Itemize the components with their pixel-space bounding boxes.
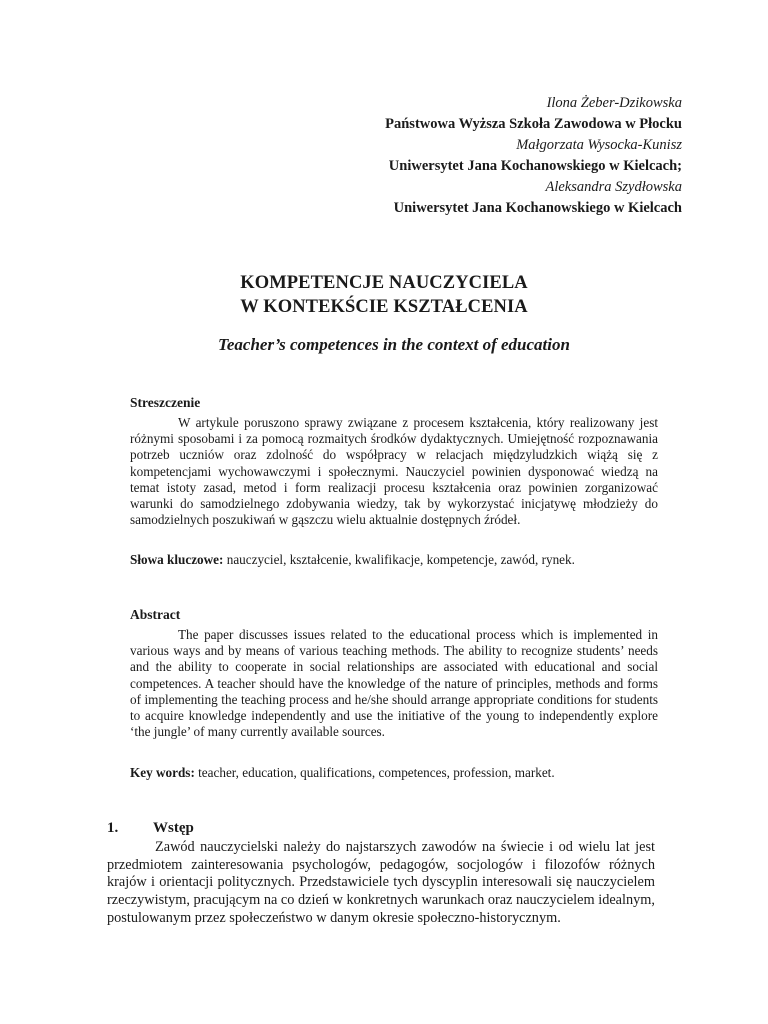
streszczenie-text: W artykule poruszono sprawy związane z procesem kształcenia, który realizowany jest różnymi sposobami i za pomocą rozmaitych środków dydaktycznych. Umiejętność rozpoznawania potrzeb uczniów oraz zdolność do współpracy w relacjach międzyludzkich wiążą się z kompetencjami wychowawczymi i społecznymi. Nauczyciel powinien dysponować wiedzą na temat istoty zasad, metod i form realizacji procesu kształcenia oraz powinien zorganizować warunki do samodzielnego zdobywania wiedzy, tak by wykorzystać inicjatywę młodzieży do samodzielnych poszukiwań w gąszczu wielu aktualnie dostępnych źródeł. [130,415,658,528]
section-title: Wstęp [153,820,194,836]
streszczenie-section [130,394,658,528]
key-words [130,765,670,781]
slowa-kluczowe-label: Słowa kluczowe: [130,552,224,567]
author-name: Ilona Żeber-Dzikowska [546,95,682,111]
paper-title [0,271,768,319]
paper-subtitle: Teacher’s competences in the context of education [218,335,570,354]
section-heading [107,818,194,838]
streszczenie-heading: Streszczenie [130,395,201,410]
author-name: Aleksandra Szydłowska [545,179,682,195]
title-line: W KONTEKŚCIE KSZTAŁCENIA [240,297,528,317]
abstract-text: The paper discusses issues related to the educational process which is implemented in various ways and by means of various teaching methods. The ability to recognize students’ needs and the ability to cooperate in social relationships are associated with educational and social competences. A teacher should have the knowledge of the nature of principles, methods and forms of implementing the teaching process and he/she should arrange appropriate conditions for students to acquire knowledge independently and use the initiative of the young to independently explore ‘the jungle’ of many currently available sources. [130,627,658,740]
key-words-text: teacher, education, qualifications, competences, profession, market. [194,765,555,780]
author-name: Małgorzata Wysocka-Kunisz [516,137,682,153]
author-block [385,93,682,219]
title-line: KOMPETENCJE NAUCZYCIELA [240,273,528,293]
section-paragraph: Zawód nauczycielski należy do najstarszych zawodów na świecie i od wielu lat jest przedmiotem zainteresowania psychologów, pedagogów, socjologów i filozofów różnych krajów i orientacji politycznych. Przedstawiciele tych dyscyplin interesowali się nauczycielem rzeczywistym, pracującym na co dzień w konkretnych warunkach oraz nauczycielem idealnym, postulowanym przez społeczeństwo w danym okresie społeczno-historycznym. [107,839,655,926]
slowa-kluczowe-text: nauczyciel, kształcenie, kwalifikacje, kompetencje, zawód, rynek. [223,552,575,567]
author-affiliation: Uniwersytet Jana Kochanowskiego w Kielcach; [388,158,682,174]
slowa-kluczowe [130,552,670,568]
abstract-heading: Abstract [130,607,181,622]
abstract-section [130,606,658,740]
author-affiliation: Uniwersytet Jana Kochanowskiego w Kielcach [393,200,682,216]
section-body [107,839,655,928]
author-affiliation: Państwowa Wyższa Szkoła Zawodowa w Płocku [385,116,682,132]
section-number: 1. [107,820,119,836]
key-words-label: Key words: [130,765,195,780]
